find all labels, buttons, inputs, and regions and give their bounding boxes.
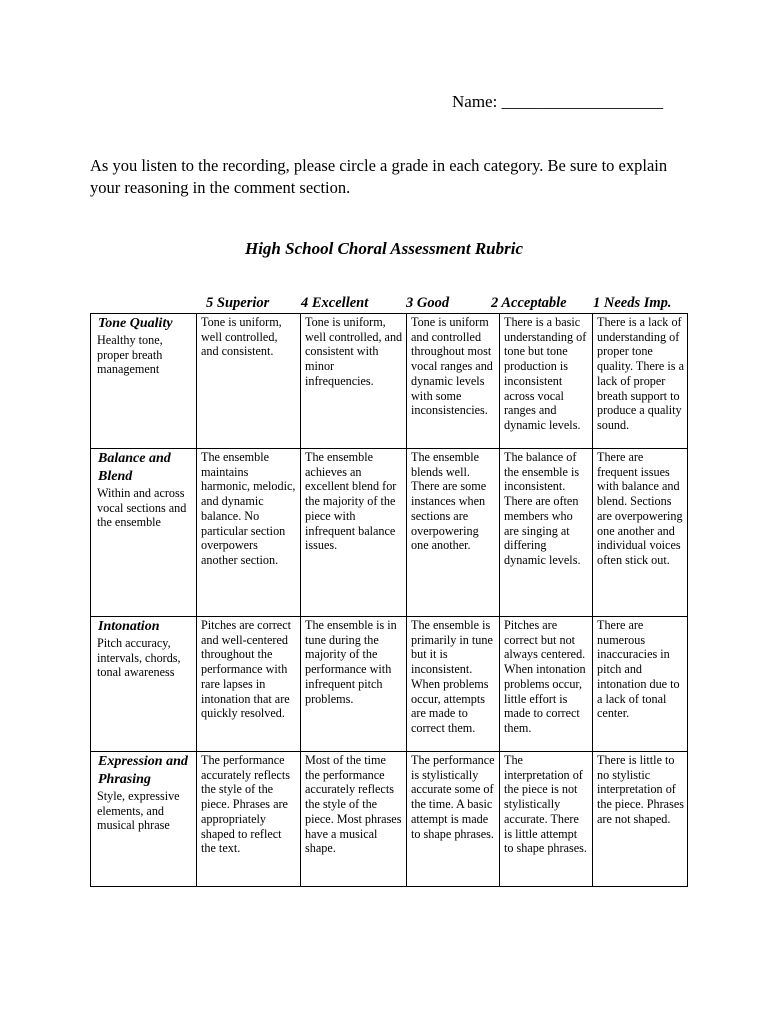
grade-cell[interactable]: There is a lack of understanding of proper tone quality. There is a lack of proper breath support to produce a quality sound. xyxy=(593,314,688,449)
grade-cell[interactable]: The performance is stylistically accurate some of the time. A basic attempt is made to shape phrases. xyxy=(407,752,500,887)
grade-cell[interactable]: The ensemble maintains harmonic, melodic, and dynamic balance. No particular section overpowers another section. xyxy=(197,449,301,617)
grade-header-good[interactable]: 3 Good xyxy=(406,295,450,311)
grade-cell[interactable]: The interpretation of the piece is not stylistically accurate. There is little attempt to shape phrases. xyxy=(500,752,593,887)
grade-header-acceptable[interactable]: 2 Acceptable xyxy=(491,295,567,311)
grade-cell[interactable]: Tone is uniform, well controlled, and consistent. xyxy=(197,314,301,449)
table-row xyxy=(91,449,688,617)
grade-cell[interactable]: Tone is uniform and controlled throughout most vocal ranges and dynamic levels with some inconsistencies. xyxy=(407,314,500,449)
table-row xyxy=(91,314,688,449)
grade-cell[interactable]: The balance of the ensemble is inconsistent. There are often members who are singing at differing dynamic levels. xyxy=(500,449,593,617)
grade-header-needs-improvement[interactable]: 1 Needs Imp. xyxy=(593,295,672,311)
grade-headers xyxy=(0,295,768,315)
category-name: Intonation xyxy=(98,619,160,634)
category-description: Pitch accuracy, intervals, chords, tonal awareness xyxy=(97,636,181,680)
grade-cell[interactable]: The performance accurately reflects the style of the piece. Phrases are appropriately shaped to reflect the text. xyxy=(197,752,301,887)
rubric-table xyxy=(90,313,688,887)
category-cell xyxy=(91,752,197,887)
instructions: As you listen to the recording, please circle a grade in each category. Be sure to explain your reasoning in the comment section. xyxy=(90,156,668,197)
category-cell xyxy=(91,449,197,617)
grade-cell[interactable]: The ensemble blends well. There are some instances when sections are overpowering one another. xyxy=(407,449,500,617)
grade-cell[interactable]: There is little to no stylistic interpretation of the piece. Phrases are not shaped. xyxy=(593,752,688,887)
grade-cell[interactable]: Pitches are correct but not always centered. When intonation problems occur, little effort is made to correct them. xyxy=(500,617,593,752)
category-cell xyxy=(91,617,197,752)
category-name: Balance and Blend xyxy=(98,451,171,484)
category-cell xyxy=(91,314,197,449)
category-name: Tone Quality xyxy=(98,316,173,331)
name-field[interactable]: Name: ___________________ xyxy=(452,92,664,111)
category-description: Style, expressive elements, and musical phrase xyxy=(97,789,180,833)
grade-cell[interactable]: There are numerous inaccuracies in pitch and intonation due to a lack of tonal center. xyxy=(593,617,688,752)
grade-cell[interactable]: The ensemble is in tune during the majority of the performance with infrequent pitch problems. xyxy=(301,617,407,752)
grade-cell[interactable]: Pitches are correct and well-centered throughout the performance with rare lapses in intonation that are quickly resolved. xyxy=(197,617,301,752)
table-row xyxy=(91,617,688,752)
grade-cell[interactable]: Tone is uniform, well controlled, and consistent with minor infrequencies. xyxy=(301,314,407,449)
rubric-title: High School Choral Assessment Rubric xyxy=(244,239,524,258)
table-row xyxy=(91,752,688,887)
category-description: Within and across vocal sections and the ensemble xyxy=(97,486,187,530)
grade-cell[interactable]: Most of the time the performance accurately reflects the style of the piece. Most phrases have a musical shape. xyxy=(301,752,407,887)
grade-cell[interactable]: The ensemble achieves an excellent blend for the majority of the piece with infrequent balance issues. xyxy=(301,449,407,617)
grade-cell[interactable]: There are frequent issues with balance and blend. Sections are overpowering one another and individual voices often stick out. xyxy=(593,449,688,617)
grade-cell[interactable]: The ensemble is primarily in tune but it is inconsistent. When problems occur, attempts are made to correct them. xyxy=(407,617,500,752)
grade-header-excellent[interactable]: 4 Excellent xyxy=(301,295,369,311)
category-description: Healthy tone, proper breath management xyxy=(97,333,163,377)
grade-cell[interactable]: There is a basic understanding of tone but tone production is inconsistent across vocal ranges and dynamic levels. xyxy=(500,314,593,449)
category-name: Expression and Phrasing xyxy=(98,754,188,787)
grade-header-superior[interactable]: 5 Superior xyxy=(206,295,270,311)
